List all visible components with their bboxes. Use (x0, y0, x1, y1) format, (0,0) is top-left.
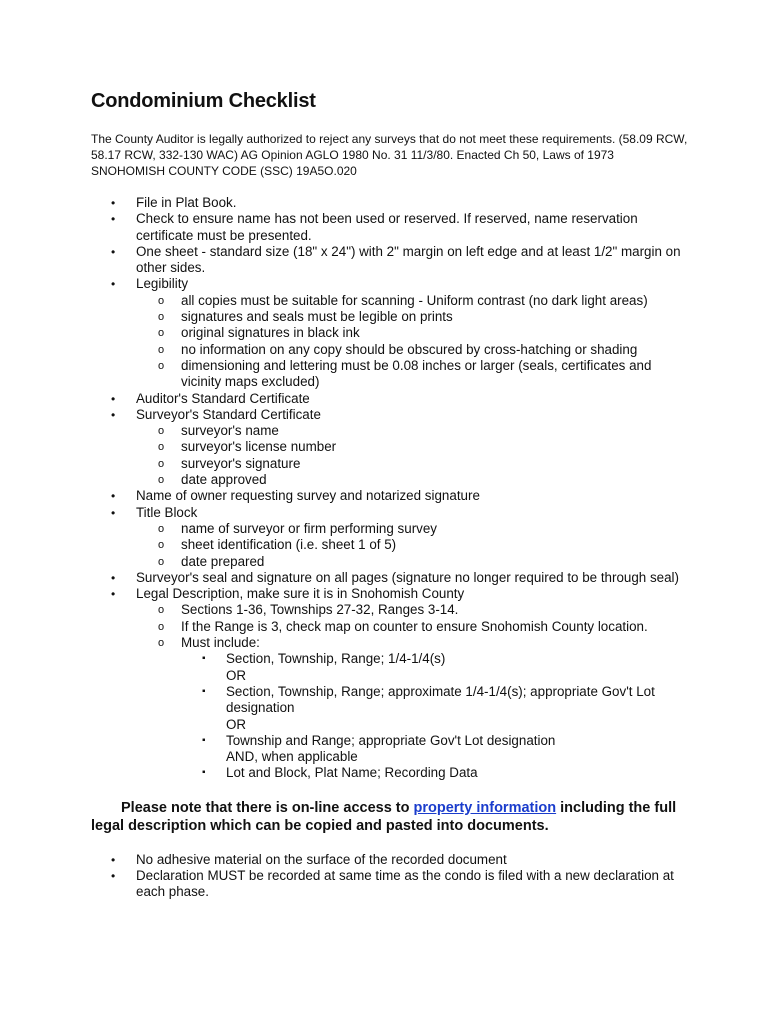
title-block-sublist (136, 521, 691, 570)
note-text-before: Please note that there is on-line access to (121, 799, 414, 816)
page-title: Condominium Checklist (91, 90, 316, 112)
include-item (181, 765, 691, 781)
sub-list-item: o name of surveyor or firm performing survey (136, 521, 691, 537)
list-item: • Name of owner requesting survey and notarized signature (91, 488, 691, 504)
include-item (181, 651, 691, 684)
list-item (91, 407, 691, 488)
include-text: ▪ Township and Range; appropriate Gov't Lot designation (226, 732, 556, 748)
include-item (181, 684, 691, 733)
sub-list-item: o date approved (136, 472, 691, 488)
include-item (181, 733, 691, 766)
sub-list-item: o dimensioning and lettering must be 0.08 inches or larger (seals, certificates and vicinity maps excluded) (136, 358, 691, 391)
list-item: • File in Plat Book. (91, 195, 691, 211)
sub-list-item: o Sections 1-36, Townships 27-32, Ranges 3-14. (136, 602, 691, 618)
sub-list-item: o signatures and seals must be legible on prints (136, 309, 691, 325)
surveyor-sublist (136, 423, 691, 488)
sub-list-item: o all copies must be suitable for scanning - Uniform contrast (no dark light areas) (136, 293, 691, 309)
checklist (91, 195, 691, 782)
list-item: • Declaration MUST be recorded at same time as the condo is filed with a new declaration at each phase. (91, 868, 691, 901)
list-item: • No adhesive material on the surface of the recorded document (91, 852, 691, 868)
sub-list-item: o no information on any copy should be obscured by cross-hatching or shading (136, 342, 691, 358)
online-access-note (91, 799, 691, 835)
sub-list-item: o surveyor's name (136, 423, 691, 439)
must-include-sublist (181, 651, 691, 781)
sub-list-item: o original signatures in black ink (136, 325, 691, 341)
sub-list-item: o sheet identification (i.e. sheet 1 of 5) (136, 537, 691, 553)
sub-list-item (136, 635, 691, 782)
include-conjunction: OR (226, 667, 247, 683)
document-page (91, 90, 691, 901)
intro-paragraph: The County Auditor is legally authorized to reject any surveys that do not meet these requirements. (58.09 RCW, 58.17 RCW, 332-130 WAC) AG Opinion AGLO 1980 No. 31 11/3/80. Enacted Ch 50, Laws of 1973 SNOHOMISH COUNTY CODE (SSC) 19A5O.020 (91, 132, 688, 178)
include-text: ▪ Lot and Block, Plat Name; Recording Data (226, 765, 478, 781)
include-conjunction: OR (226, 716, 247, 732)
list-item (91, 505, 691, 570)
sub-list-item: o surveyor's signature (136, 456, 691, 472)
legibility-label: Legibility (136, 276, 189, 292)
list-item: • One sheet - standard size (18" x 24") with 2" margin on left edge and at least 1/2" margin on other sides. (91, 244, 691, 277)
list-item: • Auditor's Standard Certificate (91, 391, 691, 407)
property-information-link[interactable]: property information (413, 799, 557, 816)
include-text: ▪ Section, Township, Range; 1/4-1/4(s) (226, 651, 446, 667)
list-item: • Check to ensure name has not been used or reserved. If reserved, name reservation certificate must be presented. (91, 211, 691, 244)
legal-description-label: Legal Description, make sure it is in Snohomish County (136, 586, 465, 602)
surveyor-cert-label: Surveyor's Standard Certificate (136, 406, 321, 422)
title-block-label: Title Block (136, 504, 198, 520)
note-text-after: including the full legal description which can be copied and pasted into documents. (91, 799, 677, 834)
final-checklist (91, 852, 691, 901)
legal-sublist (136, 602, 691, 781)
sub-list-item: o If the Range is 3, check map on counter to ensure Snohomish County location. (136, 619, 691, 635)
sub-list-item: o date prepared (136, 554, 691, 570)
include-text: ▪ Section, Township, Range; approximate 1/4-1/4(s); appropriate Gov't Lot designation (226, 683, 655, 716)
list-item (91, 276, 691, 390)
must-include-label: Must include: (181, 635, 260, 651)
legibility-sublist (136, 293, 691, 391)
list-item (91, 586, 691, 782)
sub-list-item: o surveyor's license number (136, 439, 691, 455)
include-conjunction: AND, when applicable (226, 749, 358, 765)
list-item: • Surveyor's seal and signature on all pages (signature no longer required to be through seal) (91, 570, 691, 586)
